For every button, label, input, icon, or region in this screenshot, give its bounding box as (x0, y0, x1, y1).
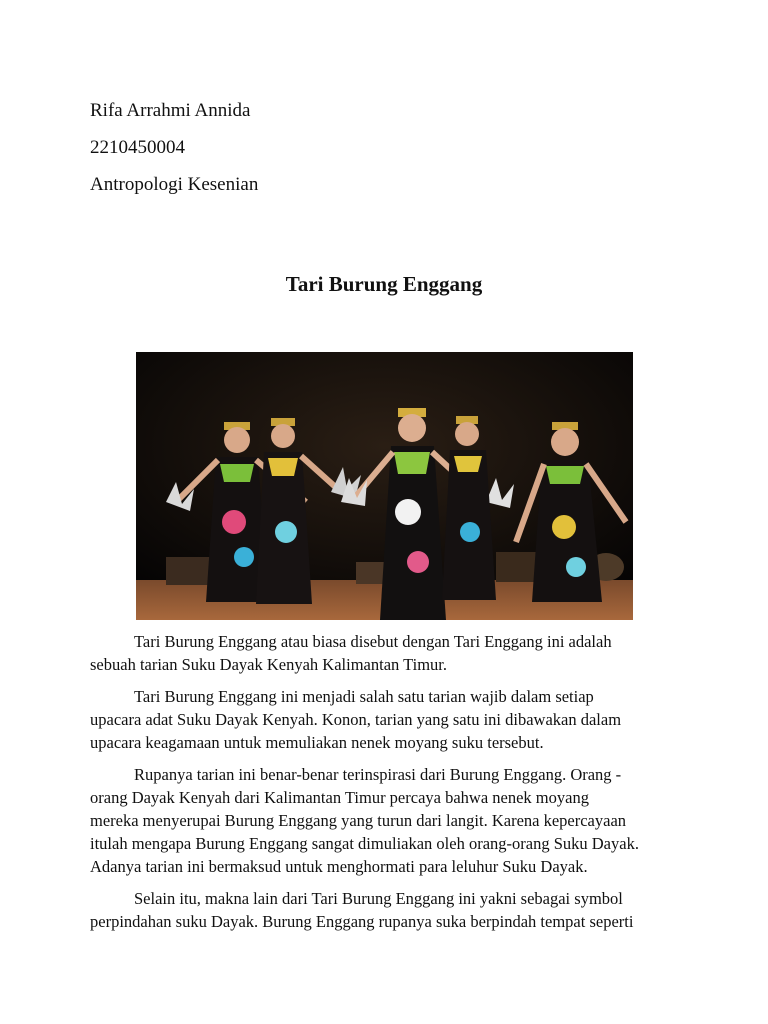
paragraph-line: Tari Burung Enggang atau biasa disebut dengan Tari Enggang ini adalah (134, 632, 612, 651)
paragraph-line: sebuah tarian Suku Dayak Kenyah Kalimantan Timur. (90, 655, 447, 674)
paragraph-line: itulah mengapa Burung Enggang sangat dimuliakan oleh orang-orang Suku Dayak. (90, 834, 639, 853)
paragraph-line: Adanya tarian ini bermaksud untuk menghormati para leluhur Suku Dayak. (90, 857, 588, 876)
paragraph-line: mereka menyerupai Burung Enggang yang turun dari langit. Karena kepercayaan (90, 811, 627, 830)
paragraph-line: Rupanya tarian ini benar-benar terinspirasi dari Burung Enggang. Orang - (134, 765, 622, 784)
paragraph-1 (90, 630, 680, 676)
paragraph-3 (90, 763, 680, 878)
paragraph-line: orang Dayak Kenyah dari Kalimantan Timur percaya bahwa nenek moyang (90, 788, 589, 807)
article-body (90, 630, 680, 942)
author-name: Rifa Arrahmi Annida (90, 100, 251, 121)
dance-photo (136, 352, 633, 620)
author-header (90, 92, 258, 203)
paragraph-line: upacara adat Suku Dayak Kenyah. Konon, tarian yang satu ini dibawakan dalam (90, 710, 622, 729)
course-name: Antropologi Kesenian (90, 174, 259, 195)
student-id: 2210450004 (90, 137, 185, 158)
paragraph-line: Selain itu, makna lain dari Tari Burung Enggang ini yakni sebagai symbol (134, 889, 623, 908)
paragraph-4 (90, 887, 680, 933)
paragraph-line: perpindahan suku Dayak. Burung Enggang rupanya suka berpindah tempat seperti (90, 912, 634, 931)
paragraph-line: Tari Burung Enggang ini menjadi salah satu tarian wajib dalam setiap (134, 687, 594, 706)
dance-photo-illustration (136, 352, 633, 620)
paragraph-2 (90, 685, 680, 754)
document-title: Tari Burung Enggang (285, 272, 483, 296)
paragraph-line: upacara keagamaan untuk memuliakan nenek moyang suku tersebut. (90, 733, 544, 752)
